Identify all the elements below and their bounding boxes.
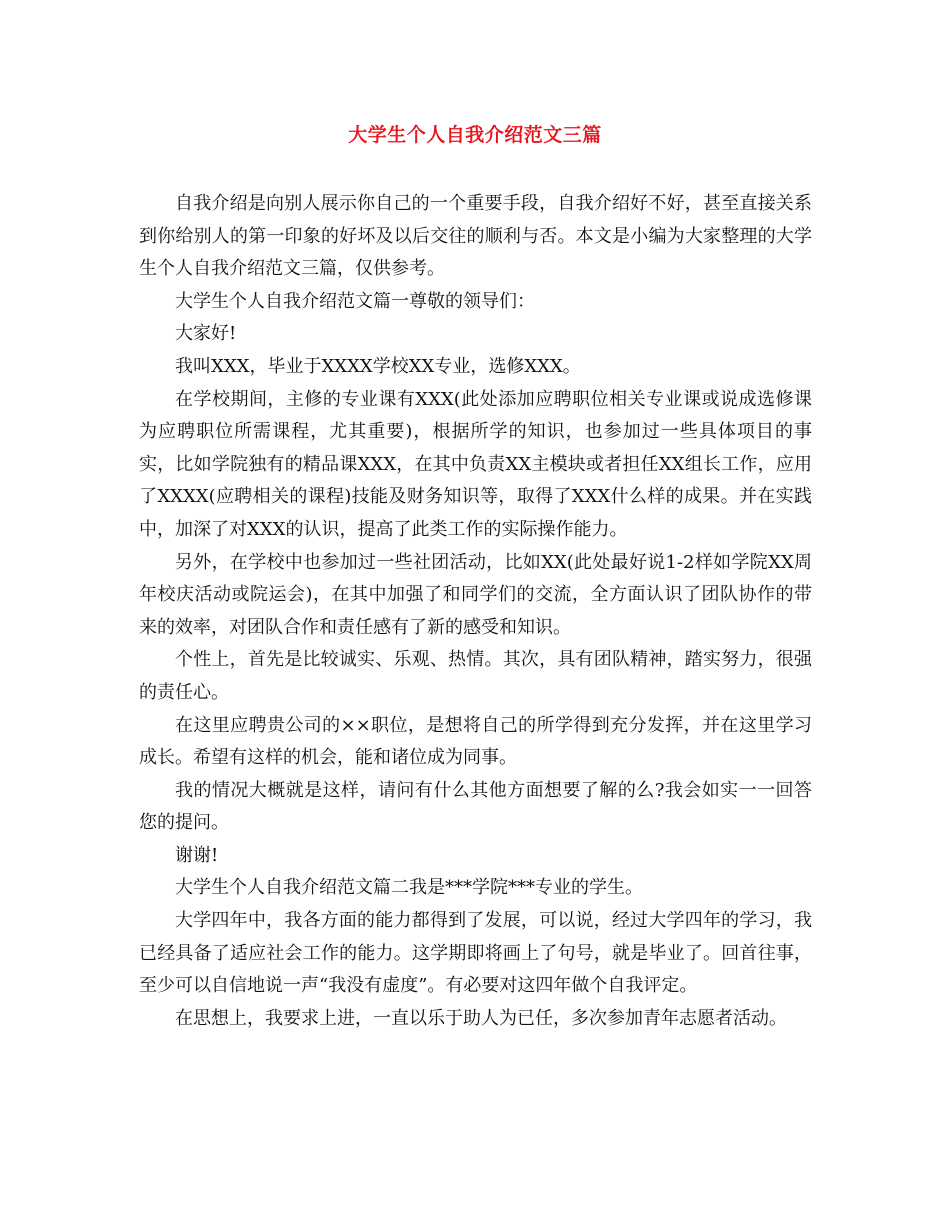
paragraph-greeting: 大家好!: [175, 323, 237, 345]
document-body: [139, 188, 812, 1035]
paragraph-intro: 自我介绍是向别人展示你自己的一个重要手段，自我介绍好不好，甚至直接关系到你给别人的第一印象的好坏及以后交往的顺利与否。本文是小编为大家整理的大学生个人自我介绍范文三篇，仅供参考。: [139, 193, 812, 280]
paragraph-personality: 个性上，首先是比较诚实、乐观、热情。其次，具有团队精神，踏实努力，很强的责任心。: [139, 649, 812, 703]
paragraph-application: 在这里应聘贵公司的××职位，是想将自己的所学得到充分发挥，并在这里学习成长。希望有这样的机会，能和诸位成为同事。: [139, 714, 812, 769]
paragraph-four-years: 大学四年中，我各方面的能力都得到了发展，可以说，经过大学四年的学习，我已经具备了适应社会工作的能力。这学期即将画上了句号，就是毕业了。回首往事，至少可以自信地说一声“我没有虚度”。有必要对这四年做个自我评定。: [139, 910, 812, 997]
paragraph-ideology: 在思想上，我要求上进，一直以乐于助人为已任，多次参加青年志愿者活动。: [175, 1007, 787, 1029]
paragraph-sample-two-heading: 大学生个人自我介绍范文篇二我是***学院***专业的学生。: [175, 877, 643, 899]
paragraph-thanks: 谢谢!: [175, 844, 219, 866]
document-title: 大学生个人自我介绍范文三篇: [348, 124, 602, 146]
paragraph-courses: 在学校期间，主修的专业课有XXX(此处添加应聘职位相关专业课或说成选修课为应聘职位所需课程，尤其重要)，根据所学的知识，也参加过一些具体项目的事实，比如学院独有的精品课XXX，在其中负责XX主模块或者担任XX组长工作，应用了XXXX(应聘相关的课程)技能及财务知识等，取得了XXX什么样的成果。并在实践中，加深了对XXX的认识，提高了此类工作的实际操作能力。: [139, 388, 812, 540]
paragraph-activities: 另外，在学校中也参加过一些社团活动，比如XX(此处最好说1-2样如学院XX周年校庆活动或院运会)，在其中加强了和同学们的交流，全方面认识了团队协作的带来的效率，对团队合作和责任感有了新的感受和知识。: [139, 551, 812, 638]
paragraph-name: 我叫XXX，毕业于XXXX学校XX专业，选修XXX。: [175, 355, 581, 377]
paragraph-sample-one-heading: 大学生个人自我介绍范文篇一尊敬的领导们：: [175, 290, 535, 312]
paragraph-questions: 我的情况大概就是这样，请问有什么其他方面想要了解的么?我会如实一一回答您的提问。: [139, 779, 812, 834]
